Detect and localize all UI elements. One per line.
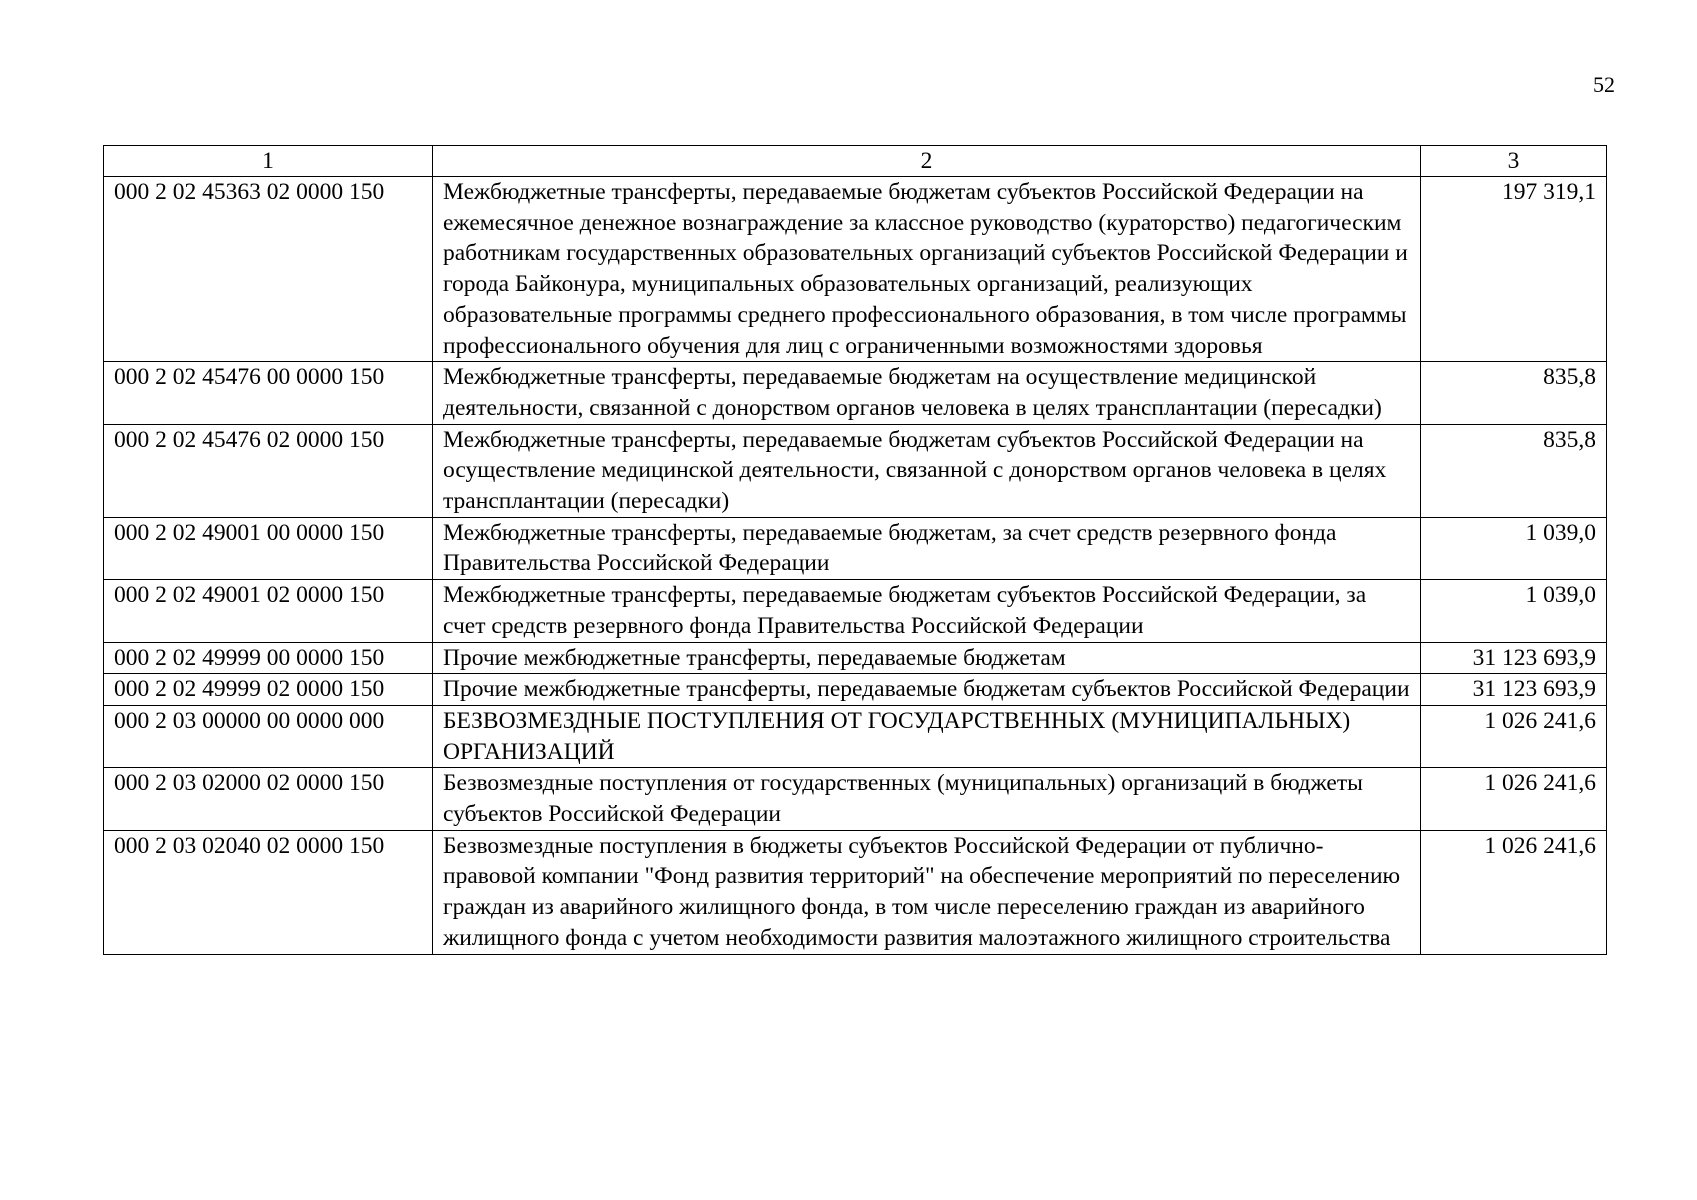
description: Межбюджетные трансферты, передаваемые бюджетам, за счет средств резервного фонда Правительства Российской Федерации: [433, 517, 1421, 579]
description: Прочие межбюджетные трансферты, передаваемые бюджетам: [433, 642, 1421, 674]
table-row: [104, 580, 1607, 642]
budget-code: 000 2 02 45363 02 0000 150: [104, 177, 433, 362]
amount: 1 039,0: [1421, 580, 1607, 642]
budget-code: 000 2 03 02040 02 0000 150: [104, 830, 433, 954]
budget-code: 000 2 03 02000 02 0000 150: [104, 768, 433, 830]
amount: 835,8: [1421, 424, 1607, 517]
table-row: [104, 830, 1607, 954]
table-row: [104, 705, 1607, 767]
header-row: [104, 146, 1607, 177]
amount: 1 026 241,6: [1421, 830, 1607, 954]
description: Безвозмездные поступления от государственных (муниципальных) организаций в бюджеты субъектов Российской Федерации: [433, 768, 1421, 830]
description: Межбюджетные трансферты, передаваемые бюджетам субъектов Российской Федерации на осуществление медицинской деятельности, связанной с донорством органов человека в целях трансплантации (пересадки): [433, 424, 1421, 517]
description: Межбюджетные трансферты, передаваемые бюджетам субъектов Российской Федерации на ежемесячное денежное вознаграждение за классное руководство (кураторство) педагогическим работникам государственных образовательных организаций субъектов Российской Федерации и города Байконура, муниципальных образовательных организаций, реализующих образовательные программы среднего профессионального образования, в том числе программы профессионального обучения для лиц с ограниченными возможностями здоровья: [433, 177, 1421, 362]
description: БЕЗВОЗМЕЗДНЫЕ ПОСТУПЛЕНИЯ ОТ ГОСУДАРСТВЕННЫХ (МУНИЦИПАЛЬНЫХ) ОРГАНИЗАЦИЙ: [433, 705, 1421, 767]
budget-code: 000 2 02 45476 02 0000 150: [104, 424, 433, 517]
description: Межбюджетные трансферты, передаваемые бюджетам на осуществление медицинской деятельности, связанной с донорством органов человека в целях трансплантации (пересадки): [433, 362, 1421, 424]
column-header-amount: 3: [1421, 146, 1607, 177]
amount: 1 026 241,6: [1421, 768, 1607, 830]
budget-code: 000 2 02 49001 02 0000 150: [104, 580, 433, 642]
amount: 31 123 693,9: [1421, 674, 1607, 706]
budget-revenue-table: [103, 145, 1607, 955]
budget-code: 000 2 02 49999 02 0000 150: [104, 674, 433, 706]
budget-code: 000 2 02 49999 00 0000 150: [104, 642, 433, 674]
description: Межбюджетные трансферты, передаваемые бюджетам субъектов Российской Федерации, за счет средств резервного фонда Правительства Российской Федерации: [433, 580, 1421, 642]
budget-code: 000 2 02 49001 00 0000 150: [104, 517, 433, 579]
table-row: [104, 674, 1607, 706]
table-row: [104, 177, 1607, 362]
table-row: [104, 362, 1607, 424]
amount: 1 026 241,6: [1421, 705, 1607, 767]
amount: 835,8: [1421, 362, 1607, 424]
table-row: [104, 424, 1607, 517]
table-row: [104, 642, 1607, 674]
description: Безвозмездные поступления в бюджеты субъектов Российской Федерации от публично-правовой компании "Фонд развития территорий" на обеспечение мероприятий по переселению граждан из аварийного жилищного фонда, в том числе переселению граждан из аварийного жилищного фонда с учетом необходимости развития малоэтажного жилищного строительства: [433, 830, 1421, 954]
column-header-description: 2: [433, 146, 1421, 177]
budget-code: 000 2 03 00000 00 0000 000: [104, 705, 433, 767]
description: Прочие межбюджетные трансферты, передаваемые бюджетам субъектов Российской Федерации: [433, 674, 1421, 706]
table-row: [104, 517, 1607, 579]
amount: 197 319,1: [1421, 177, 1607, 362]
budget-code: 000 2 02 45476 00 0000 150: [104, 362, 433, 424]
column-header-code: 1: [104, 146, 433, 177]
table-row: [104, 768, 1607, 830]
amount: 31 123 693,9: [1421, 642, 1607, 674]
page-number: 52: [1593, 72, 1615, 97]
amount: 1 039,0: [1421, 517, 1607, 579]
